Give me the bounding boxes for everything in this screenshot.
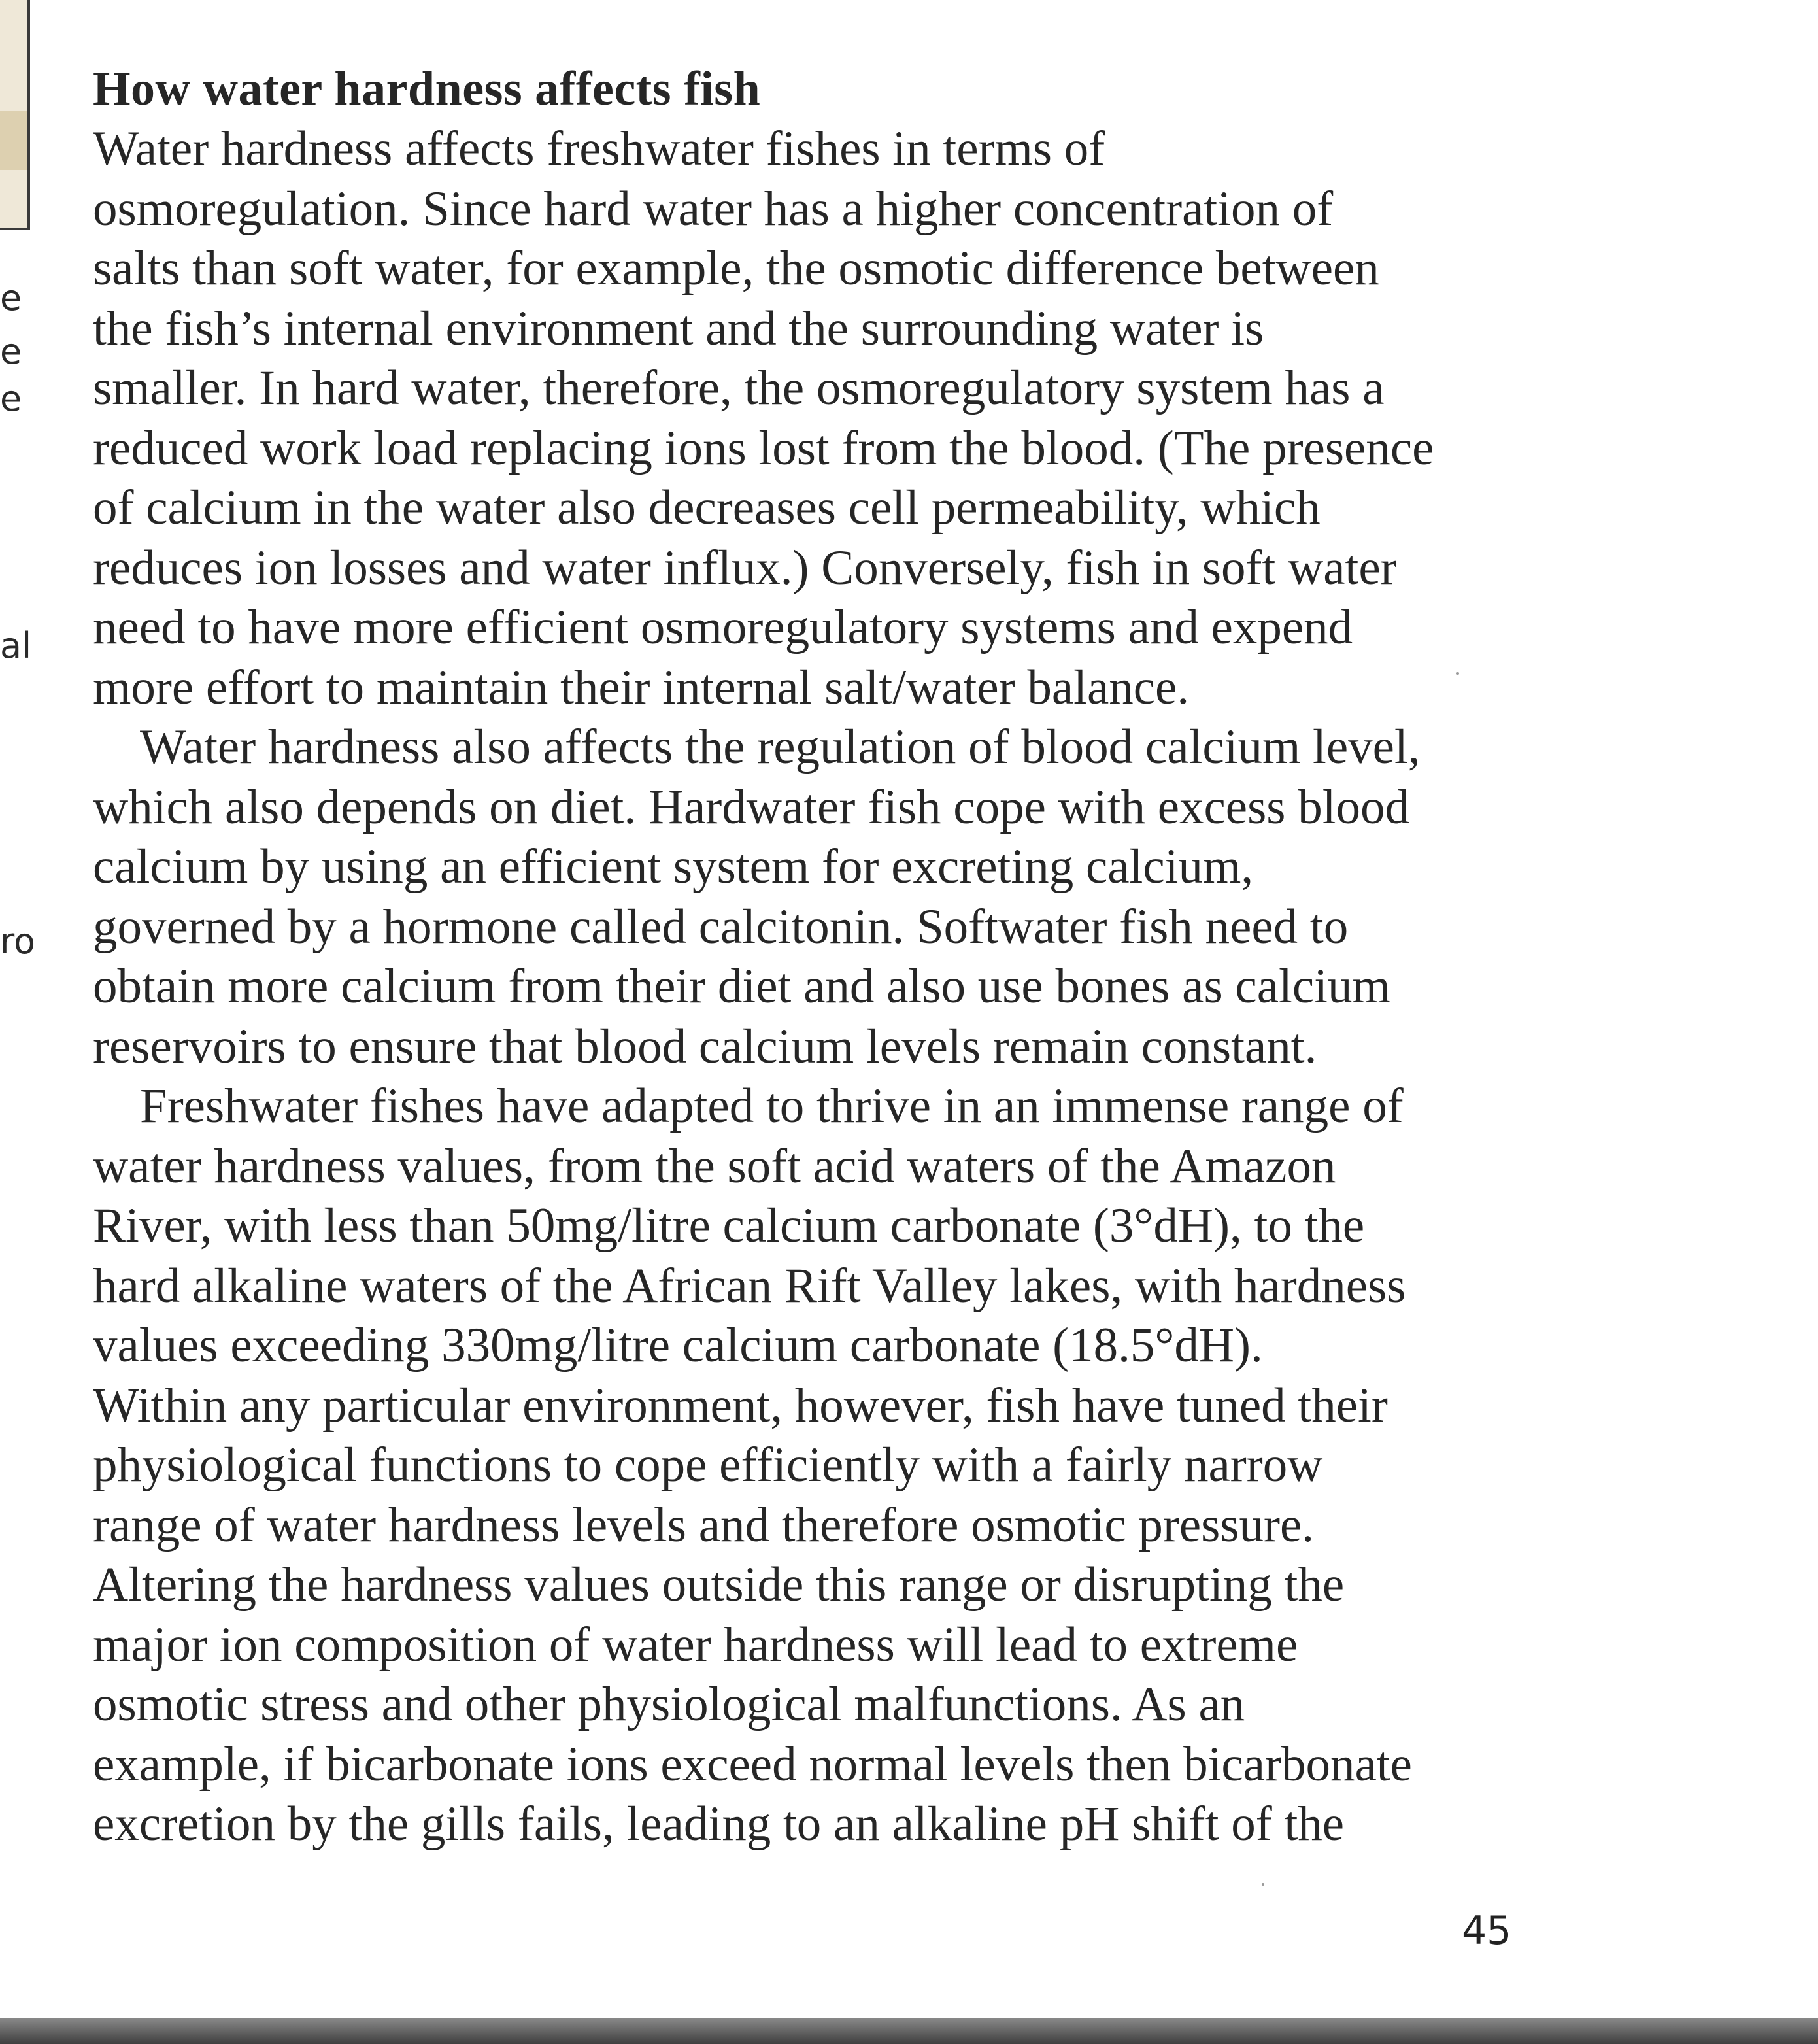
paragraph: Water hardness also affects the regulation of blood calcium level, which also depends on diet. Hardwater fish cope with excess blood calcium by using an efficient system for excreting calcium, governed by a hormone called calcitonin. Softwater fish need to obtain more calcium from their diet and also use bones as calcium reservoirs to ensure that blood calcium levels remain constant. <box>93 720 1421 1074</box>
article <box>93 59 1544 1854</box>
margin-fragment: e <box>0 331 22 372</box>
margin-fragment: ro <box>0 921 36 962</box>
section-heading: How water hardness affects fish <box>93 62 761 116</box>
facing-column-box-edge <box>0 0 30 230</box>
page-number: 45 <box>1462 1908 1512 1954</box>
facing-column-shaded-band <box>0 111 27 170</box>
scan-speck <box>1456 672 1459 675</box>
paragraph: Freshwater fishes have adapted to thrive in an immense range of water hardness values, from the soft acid waters of the Amazon River, with less than 50mg/litre calcium carbonate (3°dH), to the hard alkaline waters of the African Rift Valley lakes, with hardness values exceeding 330mg/litre calcium carbonate (18.5°dH). Within any particular environment, however, fish have tuned their physiological functions to cope efficiently with a fairly narrow range of water hardness levels and therefore osmotic pressure. Altering the hardness values outside this range or disrupting the major ion composition of water hardness will lead to extreme osmotic stress and other physiological malfunctions. As an example, if bicarbonate ions exceed normal levels then bicarbonate excretion by the gills fails, leading to an alkaline pH shift of the <box>93 1079 1412 1851</box>
margin-fragment: e <box>0 378 22 419</box>
paragraph: Water hardness affects freshwater fishes in terms of osmoregulation. Since hard water has a higher concentration of salts than soft water, for example, the osmotic difference between the fish’s internal environment and the surrounding water is smaller. In hard water, therefore, the osmoregulatory system has a reduced work load replacing ions lost from the blood. (The presence of calcium in the water also decreases cell permeability, which reduces ion losses and water influx.) Conversely, fish in soft water need to have more efficient osmoregulatory systems and expend more effort to maintain their internal salt/water balance. <box>93 122 1434 715</box>
margin-fragment: e <box>0 277 22 318</box>
margin-fragment: al <box>0 625 32 666</box>
scan-bottom-edge <box>0 2018 1818 2044</box>
scan-speck <box>1262 1883 1264 1886</box>
